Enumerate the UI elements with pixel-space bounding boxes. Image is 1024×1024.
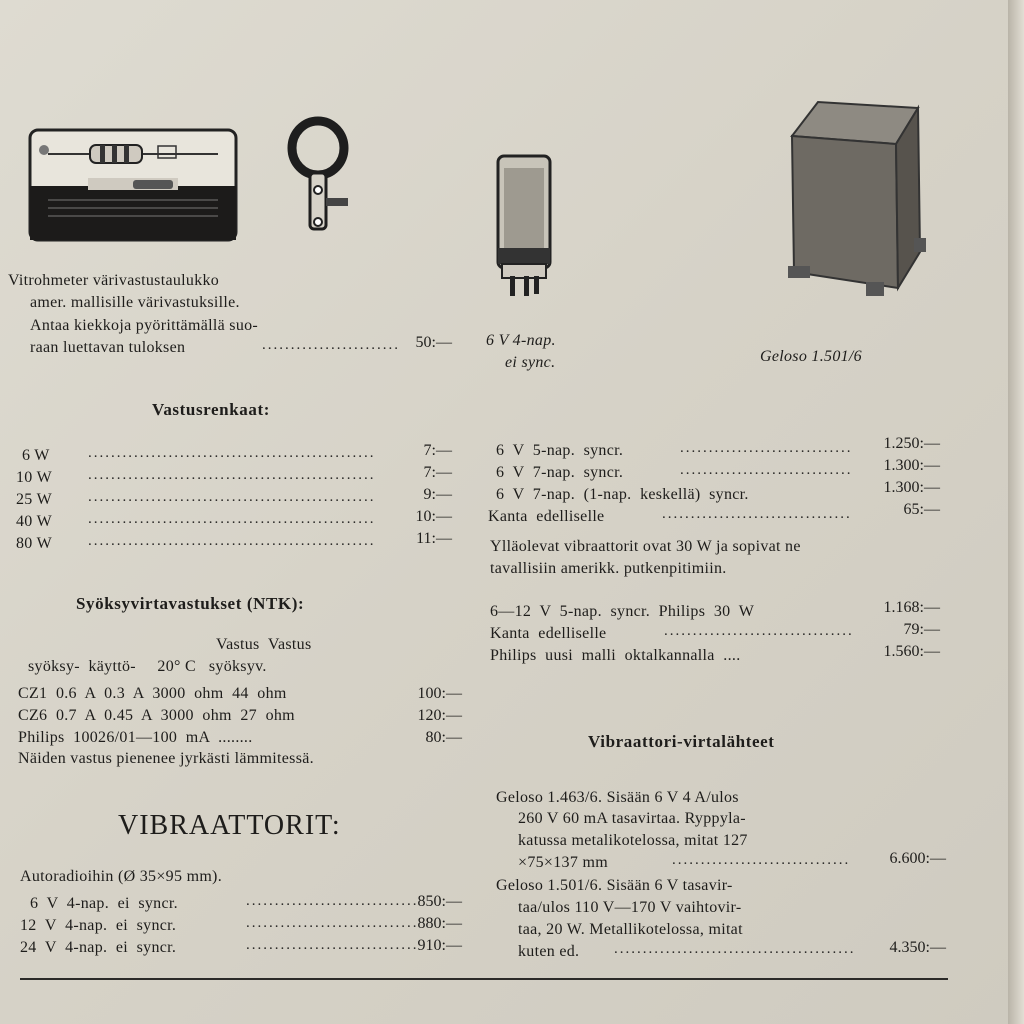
vastus-row-label: 40 W: [16, 513, 53, 530]
right-vib-row-label: 6 V 7-nap. (1-nap. keskellä) syncr.: [496, 486, 749, 503]
right-vib2-row-label: 6—12 V 5-nap. syncr. Philips 30 W: [490, 603, 755, 620]
dot-leader: ........................: [262, 337, 400, 353]
right-vib2-row-label: Kanta edelliselle: [490, 625, 607, 642]
ntk-heading: Syöksyvirtavastukset (NTK):: [76, 594, 305, 613]
vibraattori-row-price: 910:—: [417, 937, 462, 954]
virtalahde-2-line-2: taa/ulos 110 V—170 V vaihtovir-: [518, 899, 742, 916]
vastus-row-label: 25 W: [16, 491, 53, 508]
vastus-row-label: 10 W: [16, 469, 53, 486]
virtalahde-1-price: 6.600:—: [889, 850, 946, 867]
virtalahde-1-line-1: Geloso 1.463/6. Sisään 6 V 4 A/ulos: [496, 789, 739, 806]
right-vib-row-label: 6 V 5-nap. syncr.: [496, 442, 624, 459]
vibraattori-row-price: 850:—: [417, 893, 462, 910]
vitrohmeter-line-1: Vitrohmeter värivastustaulukko: [8, 272, 220, 289]
resistor-clip-icon: [284, 118, 356, 236]
vibraattori-row-label: 24 V 4-nap. ei syncr.: [20, 939, 177, 956]
dot-leader: ..................................................: [88, 467, 376, 483]
ntk-row-price: 80:—: [425, 729, 462, 746]
vitrohmeter-line-3: Antaa kiekkoja pyörittämällä suo-: [30, 317, 259, 334]
bottom-rule: [20, 978, 948, 980]
virtalahde-2-line-4: kuten ed.: [518, 943, 580, 960]
ntk-row-label: Philips 10026/01—100 mA ........: [18, 729, 253, 746]
vibraattorit-heading: VIBRAATTORIT:: [118, 810, 341, 841]
right-vib-row-price: 1.300:—: [883, 479, 940, 496]
power-supply-box-icon: [786, 98, 930, 304]
right-vib-row-label: Kanta edelliselle: [488, 508, 605, 525]
vastus-row-price: 7:—: [423, 442, 452, 459]
geloso-caption: Geloso 1.501/6: [760, 348, 862, 365]
vibraattori-row-price: 880:—: [417, 915, 462, 932]
dot-leader: ..................................................: [88, 511, 376, 527]
vitrohmeter-line-2: amer. mallisille värivastuksille.: [30, 294, 240, 311]
virtalahde-1-line-4: ×75×137 mm: [518, 854, 608, 871]
right-vib2-row-price: 1.560:—: [883, 643, 940, 660]
virtalahde-2-line-3: taa, 20 W. Metallikotelossa, mitat: [518, 921, 743, 938]
right-vib2-row-price: 79:—: [903, 621, 940, 638]
dot-leader: ..................................................: [88, 533, 376, 549]
virtalahde-1-line-2: 260 V 60 mA tasavirtaa. Ryppyla-: [518, 810, 746, 827]
ntk-note: Näiden vastus pienenee jyrkästi lämmitessä.: [18, 750, 314, 767]
vibraattori-row-label: 12 V 4-nap. ei syncr.: [20, 917, 177, 934]
vastus-row-label: 80 W: [16, 535, 53, 552]
vastusrenkaat-heading: Vastusrenkaat:: [152, 400, 270, 419]
virtalahde-2-line-1: Geloso 1.501/6. Sisään 6 V tasavir-: [496, 877, 733, 894]
dot-leader: ...............................: [672, 852, 851, 868]
vibrator-tube-icon: [494, 152, 554, 300]
color-code-chart-icon: [28, 128, 238, 243]
ntk-row-price: 100:—: [417, 685, 462, 702]
right-vib2-row-price: 1.168:—: [883, 599, 940, 616]
ntk-col-header-2: syöksy- käyttö- 20° C syöksyv.: [28, 658, 267, 675]
vitrohmeter-line-4: raan luettavan tuloksen: [30, 339, 186, 356]
ntk-row-label: CZ6 0.7 A 0.45 A 3000 ohm 27 ohm: [18, 707, 295, 724]
dot-leader: ..................................................: [88, 489, 376, 505]
ntk-row-label: CZ1 0.6 A 0.3 A 3000 ohm 44 ohm: [18, 685, 287, 702]
virtalahde-1-line-3: katussa metalikotelossa, mitat 127: [518, 832, 748, 849]
dot-leader: ..............................: [680, 462, 853, 478]
right-vib-note-2: tavallisiin amerikk. putkenpitimiin.: [490, 560, 727, 577]
dot-leader: .................................: [664, 623, 854, 639]
vibrator-caption-2: ei sync.: [505, 354, 556, 371]
right-vib-row-price: 1.300:—: [883, 457, 940, 474]
ntk-col-header-1: Vastus Vastus: [216, 636, 312, 653]
right-vib-note-1: Ylläolevat vibraattorit ovat 30 W ja sopivat ne: [490, 538, 801, 555]
dot-leader: ..................................................: [88, 445, 376, 461]
virtalahde-2-price: 4.350:—: [889, 939, 946, 956]
right-vib-row-price: 1.250:—: [883, 435, 940, 452]
vibraattori-row-label: 6 V 4-nap. ei syncr.: [30, 895, 178, 912]
vastus-row-price: 7:—: [423, 464, 452, 481]
vibraattorit-intro: Autoradioihin (Ø 35×95 mm).: [20, 868, 222, 885]
vastus-row-price: 9:—: [423, 486, 452, 503]
virtalahteet-heading: Vibraattori-virtalähteet: [588, 732, 775, 751]
dot-leader: ..............................: [246, 893, 419, 909]
right-vib-row-label: 6 V 7-nap. syncr.: [496, 464, 624, 481]
ntk-row-price: 120:—: [417, 707, 462, 724]
vastus-row-price: 10:—: [415, 508, 452, 525]
dot-leader: ..........................................: [614, 941, 856, 957]
right-vib2-row-label: Philips uusi malli oktalkannalla ....: [490, 647, 741, 664]
dot-leader: .................................: [662, 506, 852, 522]
dot-leader: ..............................: [246, 915, 419, 931]
page-edge: [1008, 0, 1024, 1024]
dot-leader: ..............................: [680, 440, 853, 456]
vibrator-caption-1: 6 V 4-nap.: [486, 332, 556, 349]
vastus-row-price: 11:—: [416, 530, 452, 547]
dot-leader: ..............................: [246, 937, 419, 953]
vitrohmeter-price: 50:—: [415, 334, 452, 351]
right-vib-row-price: 65:—: [903, 501, 940, 518]
vastus-row-label: 6 W: [22, 447, 50, 464]
